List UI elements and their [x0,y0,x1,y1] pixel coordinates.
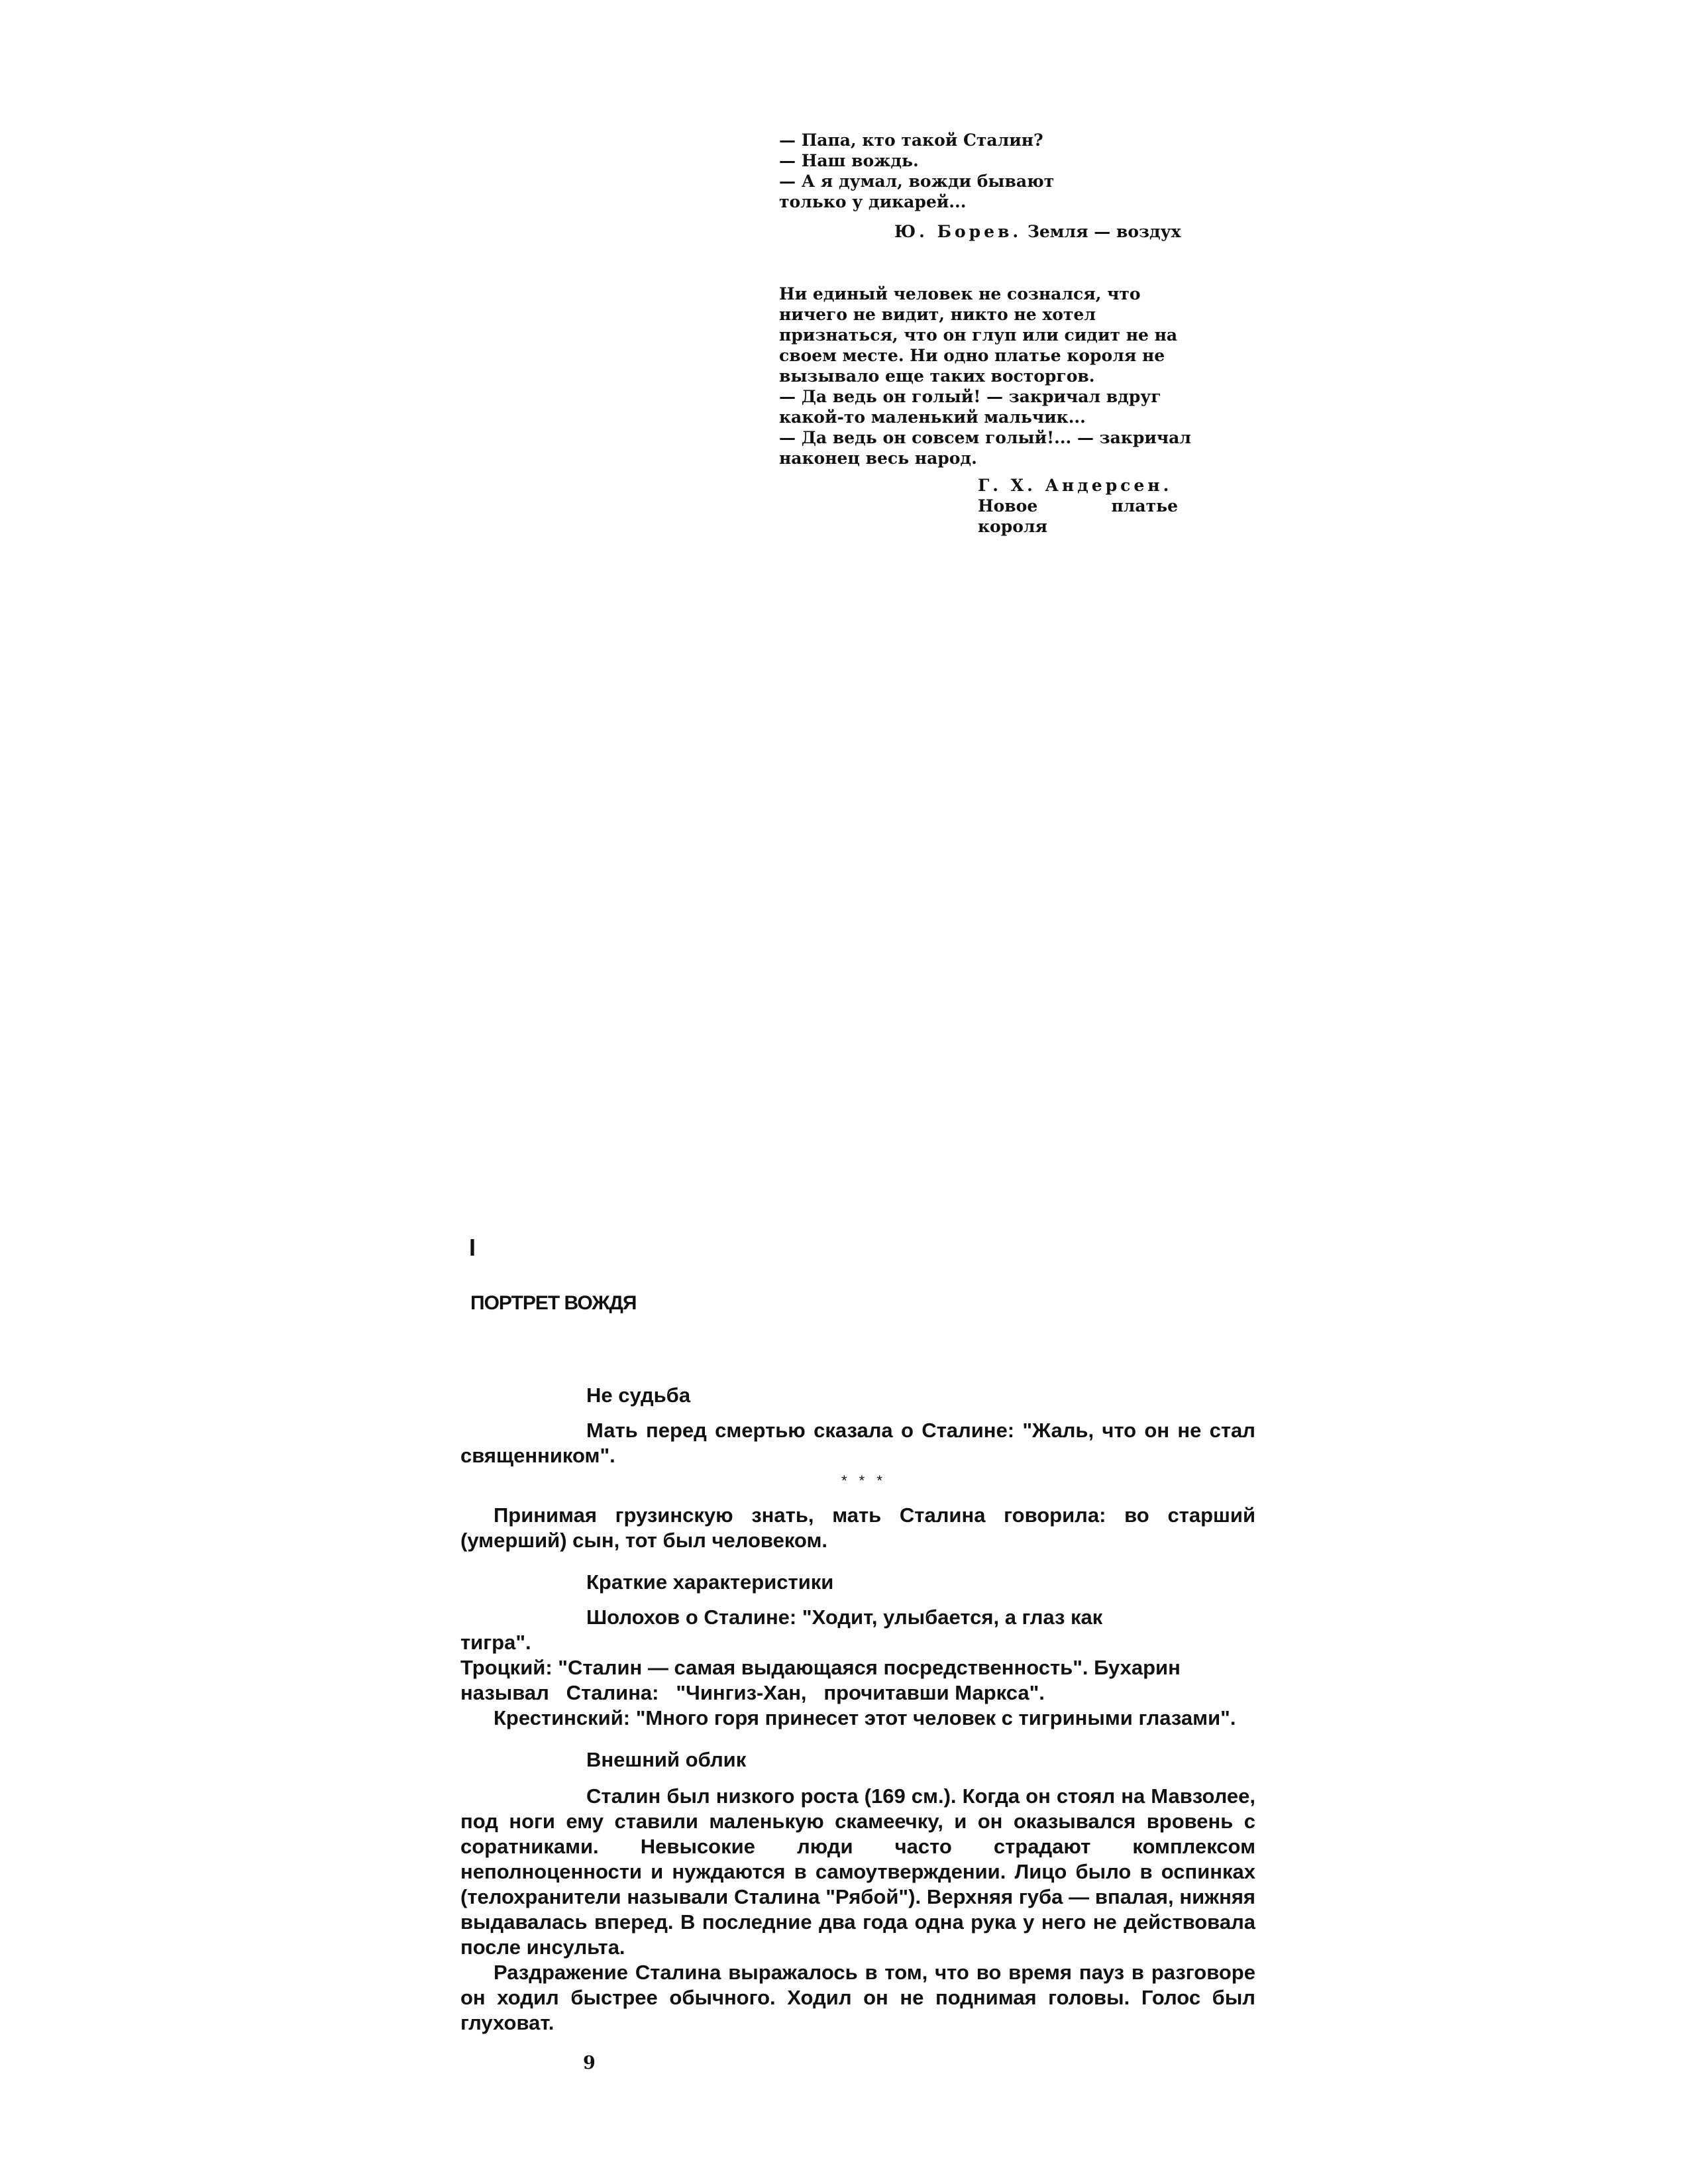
epigraph-2-line: ничего не видит, никто не хотел [779,305,1096,324]
epigraph-1-line: только у дикарей... [779,192,967,211]
epigraph-1-author: Ю. Борев. [894,222,1022,241]
section-separator: * * * [841,1472,886,1489]
epigraph-2-work-word: платье [1111,496,1178,516]
section-heading: Краткие характеристики [586,1570,834,1594]
epigraph-1 [779,130,1190,212]
text-line: Крестинский: "Много горя принесет этот человек с тигриными глазами". [494,1706,1236,1729]
epigraph-2-line: признаться, что он глуп или сидит не на [779,325,1178,345]
epigraph-2-line: своем месте. Ни одно платье короля не [779,346,1165,365]
epigraph-2-line: вызывало еще таких восторгов. [779,366,1095,386]
characteristics-block [460,1605,1255,1731]
paragraph: Раздражение Сталина выражалось в том, что во время пауз в разговоре он ходил быстрее обычного. Ходил он не поднимая головы. Голос был глуховат. [460,1961,1255,2034]
text-line: Шолохов о Сталине: "Ходит, улыбается, а глаз как [586,1606,1103,1629]
epigraph-2-attribution [978,475,1178,537]
epigraph-2-work-word: Новое [978,496,1038,516]
paragraph: Сталин был низкого роста (169 см.). Когда он стоял на Мавзолее, под ноги ему ставили маленькую скамеечку, и он оказывался вровень с соратниками. Невысокие люди часто страдают комплексом неполноценности и нуждаются в самоутверждении. Лицо было в оспинках (телохранители называли Сталина "Рябой"). Верхняя губа — впалая, нижняя выдавалась вперед. В последние два года одна рука у него не действовала после инсульта. [460,1784,1255,1959]
text-line: тигра". [460,1631,531,1654]
paragraph: Принимая грузинскую знать, мать Сталина говорила: во старший (умерший) сын, тот был человеком. [460,1503,1255,1552]
epigraph-2-line: какой-то маленький мальчик... [779,408,1086,427]
chapter-number: I [469,1234,476,1261]
page-number: 9 [583,2053,596,2073]
epigraph-2-work-line [978,496,1178,516]
section-heading: Не судьба [586,1384,691,1407]
epigraph-2 [779,284,1192,468]
paragraph: Мать перед смертью сказала о Сталине: "Жаль, что он не стал священником". [460,1419,1255,1467]
epigraph-1-line: — Наш вождь. [779,151,919,170]
epigraph-2-line: наконец весь народ. [779,449,977,468]
text-line: называл Сталина: "Чингиз-Хан, прочитавши Маркса". [460,1681,1045,1704]
epigraph-1-line: — Папа, кто такой Сталин? [779,131,1043,150]
epigraph-2-line: — Да ведь он совсем голый!... — закричал [779,428,1192,447]
epigraph-2-work-line: короля [978,517,1047,536]
epigraph-1-line: — А я думал, вожди бывают [779,172,1055,191]
epigraph-2-line: Ни единый человек не сознался, что [779,284,1141,303]
epigraph-1-attribution [894,222,1181,241]
epigraph-2-author: Г. Х. Андерсен. [978,476,1173,495]
text-line: Троцкий: "Сталин — самая выдающаяся посредственность". Бухарин [460,1656,1181,1679]
section-heading: Внешний облик [586,1748,747,1771]
chapter-title: ПОРТРЕТ ВОЖДЯ [470,1292,637,1314]
epigraph-1-work: Земля — воздух [1027,222,1181,241]
epigraph-2-line: — Да ведь он голый! — закричал вдруг [779,387,1161,406]
